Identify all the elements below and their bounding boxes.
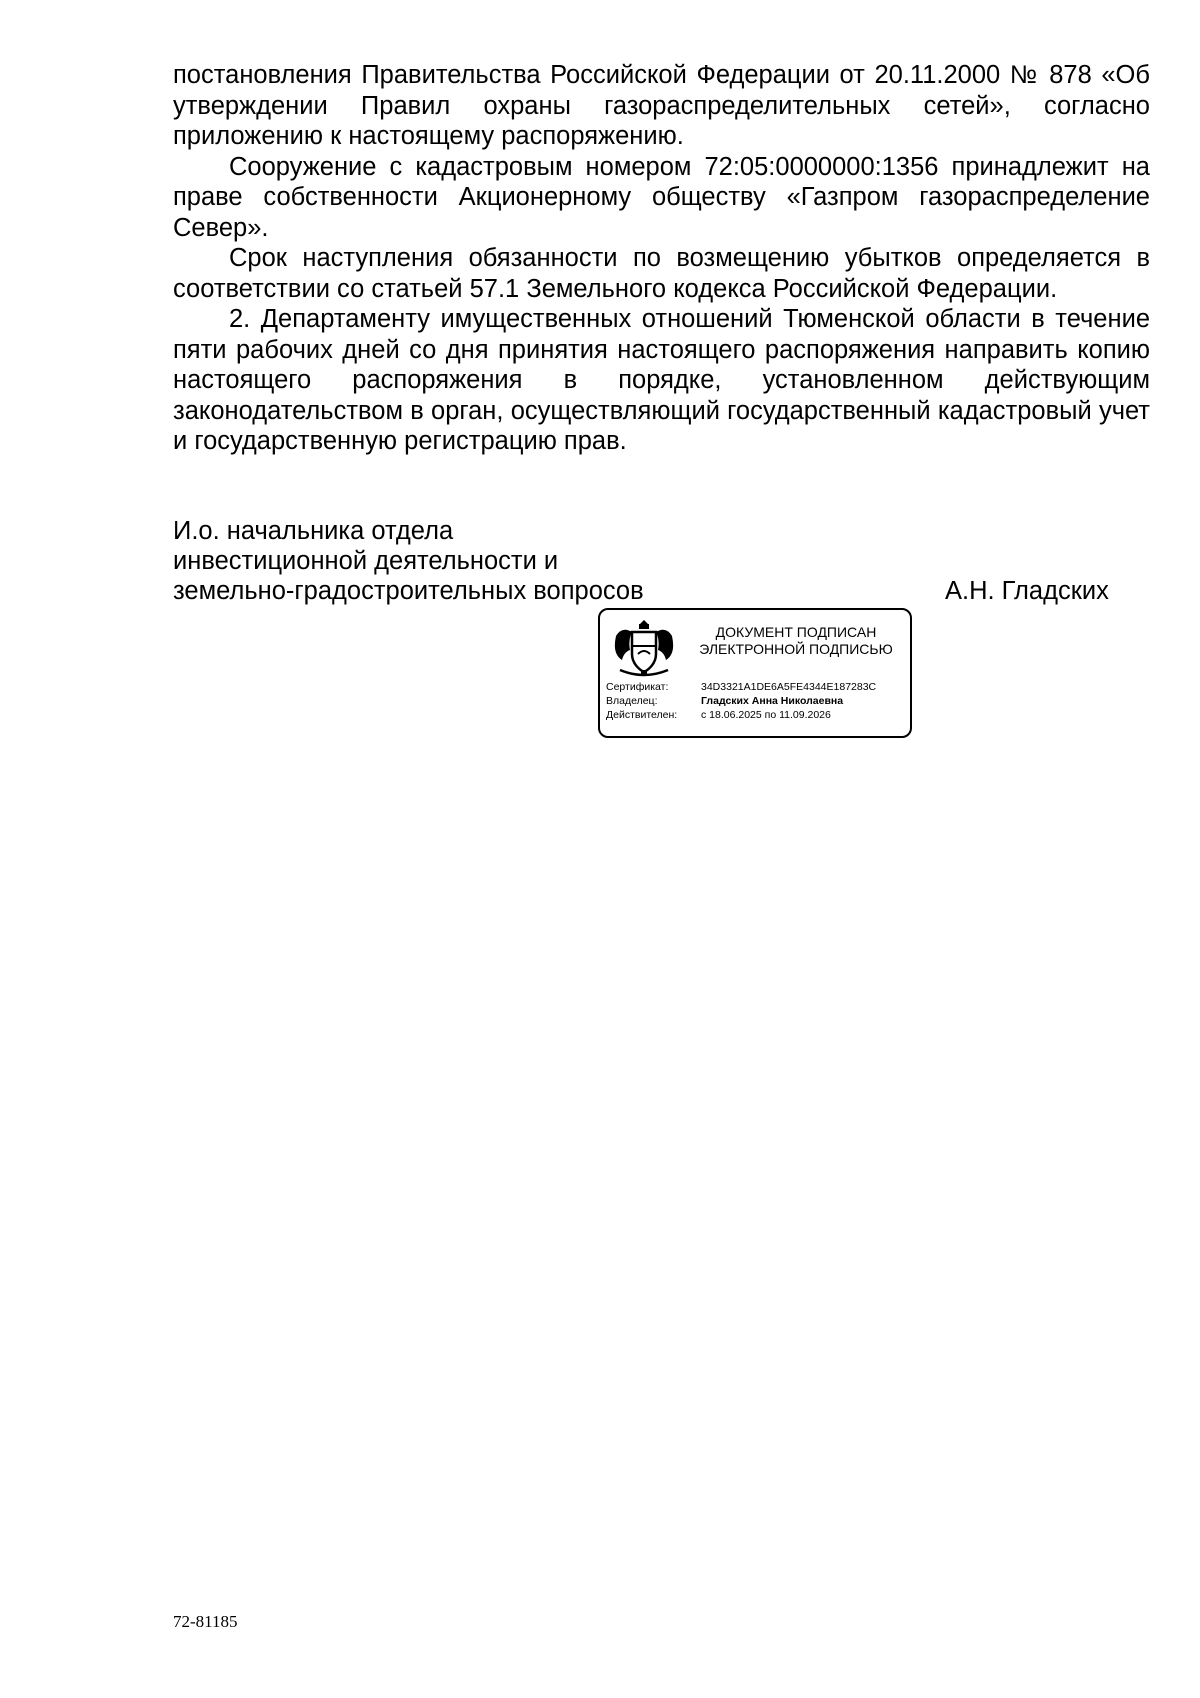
- stamp-title-line: ДОКУМЕНТ ПОДПИСАН: [715, 624, 877, 640]
- owner-label: Владелец:: [606, 695, 658, 707]
- owner-value: Гладских Анна Николаевна: [701, 695, 844, 707]
- paragraph-item-2: 2. Департаменту имущественных отношений Тюменской области в течение пяти рабочих дней со дня принятия настоящего распоряжения направить копию настоящего распоряжения в порядке, установленном действующим законодательством в орган, осуществляющий государственный кадастровый учет и государственную регистрацию прав.: [173, 305, 1150, 455]
- document-number: 72-81185: [173, 1612, 238, 1631]
- body-text: [173, 60, 1150, 457]
- tyumen-coat-of-arms-icon: [608, 616, 680, 680]
- paragraph-continuation: постановления Правительства Российской Федерации от 20.11.2000 № 878 «Об утверждении Правил охраны газораспределительных сетей», согласно приложению к настоящему распоряжению.: [173, 61, 1150, 150]
- position-line: инвестиционной деятельности и: [173, 547, 559, 575]
- stamp-row-owner: [606, 694, 906, 708]
- certificate-label: Сертификат:: [606, 681, 669, 693]
- paragraph-damages-term: Срок наступления обязанности по возмещению убытков определяется в соответствии со статьей 57.1 Земельного кодекса Российской Федерации.: [173, 244, 1150, 303]
- certificate-value: 34D3321A1DE6A5FE4344E187283C: [701, 681, 877, 693]
- position-line: И.о. начальника отдела: [173, 517, 454, 545]
- stamp-title: [684, 624, 908, 658]
- position-line: земельно-градостроительных вопросов: [173, 577, 644, 605]
- electronic-signature-stamp: [598, 608, 912, 738]
- paragraph-ownership: Сооружение с кадастровым номером 72:05:0000000:1356 принадлежит на праве собственности Акционерному обществу «Газпром газораспределение Север».: [173, 152, 1150, 242]
- stamp-row-validity: [606, 708, 906, 722]
- valid-label: Действителен:: [606, 709, 678, 721]
- stamp-row-certificate: [606, 680, 906, 694]
- signatory-position: [173, 516, 644, 606]
- stamp-details: [606, 680, 906, 722]
- valid-value: с 18.06.2025 по 11.09.2026: [701, 709, 831, 721]
- stamp-title-line: ЭЛЕКТРОННОЙ ПОДПИСЬЮ: [699, 641, 893, 657]
- signatory-name: А.Н. Гладских: [945, 577, 1109, 605]
